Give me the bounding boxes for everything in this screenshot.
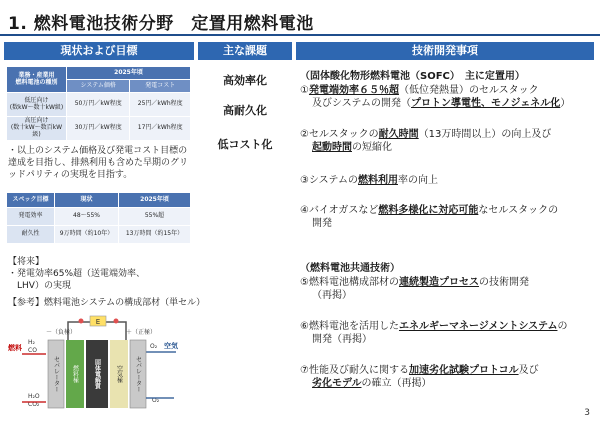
item-continuation xyxy=(300,377,594,390)
item-text: の確立（再掲） xyxy=(361,378,432,389)
cost-table-cost-header: 発電コスト xyxy=(130,80,191,93)
item-text: の技術開発 xyxy=(478,277,529,288)
common-tech-heading: （燃料電池共通技術） xyxy=(300,263,400,274)
item-text: ） xyxy=(560,98,571,109)
air-label: 空気 xyxy=(164,342,178,350)
item-text: ②セルスタックの xyxy=(300,129,379,140)
spec-table-header: 現状 xyxy=(55,193,119,208)
air-electrode-label: 空気極 xyxy=(115,365,123,383)
item-text: の xyxy=(557,321,568,332)
table-cell: 耐久性 xyxy=(7,226,55,244)
item-text: 及び xyxy=(518,365,539,376)
emphasis-text: 加速劣化試験プロトコル xyxy=(408,365,519,376)
tech-item-1 xyxy=(300,84,594,110)
table-row xyxy=(7,93,191,117)
minus-label: －（負極） xyxy=(46,329,77,336)
tech-item-3 xyxy=(300,174,594,187)
table-cell: 低圧向け (数kW～数十kW級) xyxy=(7,93,67,117)
issue-high-efficiency: 高効率化 xyxy=(223,74,267,87)
table-cell: 50万円／kW程度 xyxy=(67,93,130,117)
slide-title: 1. 燃料電池技術分野 定置用燃料電池 xyxy=(8,14,314,34)
table-cell: 発電効率 xyxy=(7,208,55,226)
tech-item-2 xyxy=(300,128,594,154)
emphasis-text: 連続製造プロセス xyxy=(398,277,479,288)
item-continuation: 開発（再掲） xyxy=(312,334,372,345)
goal-text: ・以上のシステム価格及び発電コスト目標の達成を目指し、排熱利用も含めた早期のグリッドパリティの実現を目指す。 xyxy=(8,146,189,180)
h2-inlet-label: H₂ xyxy=(28,339,35,346)
column-header-tech: 技術開発事項 xyxy=(296,42,594,60)
emphasis-text: 劣化モデル xyxy=(312,378,362,389)
tech-item-5 xyxy=(300,276,594,302)
table-cell: 48～55% xyxy=(55,208,119,226)
item-text: の短縮化 xyxy=(352,142,392,153)
h2o-outlet-label: H₂O xyxy=(28,393,40,400)
cost-target-table xyxy=(6,66,191,141)
title-rule xyxy=(0,34,600,36)
sofc-heading: （固体酸化物形燃料電池（SOFC） 主に定置用） xyxy=(300,71,525,82)
co2-outlet-label: CO₂ xyxy=(28,401,40,408)
fuel-label: 燃料 xyxy=(8,344,22,352)
spec-table-header: スペック目標 xyxy=(7,193,55,208)
item-number: ① xyxy=(300,85,309,96)
item-continuation: 開発 xyxy=(312,218,332,229)
table-row xyxy=(7,117,191,141)
page-number: 3 xyxy=(584,408,590,418)
emphasis-text: 起動時間 xyxy=(312,142,352,153)
item-text: ⑦性能及び耐久に関する xyxy=(300,365,409,376)
item-text: なセルスタックの xyxy=(478,205,559,216)
plus-label: ＋（正極） xyxy=(126,329,157,336)
item-text: （低位発熱量）のセルスタック xyxy=(398,85,539,96)
column-header-current: 現状および目標 xyxy=(4,42,194,60)
o2-outlet-label: O₂ xyxy=(152,397,160,404)
table-cell: 30万円／kW程度 xyxy=(67,117,130,141)
item-text: 率の向上 xyxy=(397,175,438,186)
separator-label-right: セパレーター xyxy=(134,356,142,392)
emphasis-text: 燃料利用 xyxy=(357,175,398,186)
cost-table-year-header: 2025年頃 xyxy=(67,67,191,80)
table-cell: 13万時間（約15年） xyxy=(119,226,191,244)
emphasis-text: 発電端効率６５％超 xyxy=(308,85,399,96)
emphasis-text: 耐久時間 xyxy=(378,129,419,140)
column-header-issues: 主な課題 xyxy=(198,42,292,60)
item-text: （13万時間以上）の向上及び xyxy=(418,129,552,140)
item-continuation xyxy=(300,141,594,154)
table-cell: 高圧向け (数十kW～数百kW級) xyxy=(7,117,67,141)
issue-low-cost: 低コスト化 xyxy=(217,138,273,151)
future-text: ・発電効率65%超（送電端効率、 LHV）の実現 xyxy=(8,269,146,291)
table-row xyxy=(7,208,191,226)
item-continuation: （再掲） xyxy=(312,290,352,301)
table-cell: 25円／kWh程度 xyxy=(130,93,191,117)
tech-item-7 xyxy=(300,364,594,390)
electron-icon xyxy=(114,319,119,324)
emphasis-text: プロトン導電性、モノジェネル化 xyxy=(411,98,561,109)
fuel-electrode-label: 燃料極 xyxy=(71,365,79,383)
item-text: ⑤燃料電池構成部材の xyxy=(300,277,399,288)
o2-inlet-label: O₂ xyxy=(150,343,158,350)
tech-item-4 xyxy=(300,204,594,230)
table-row xyxy=(7,226,191,244)
table-cell: 9万時間（約10年） xyxy=(55,226,119,244)
spec-table-header: 2025年頃 xyxy=(119,193,191,208)
spec-target-table xyxy=(6,192,191,244)
emphasis-text: 燃料多様化に対応可能 xyxy=(378,205,479,216)
item-text: 及びシステムの開発（ xyxy=(312,98,411,109)
co-inlet-label: CO xyxy=(28,347,37,354)
electron-icon xyxy=(79,319,84,324)
table-cell: 17円／kWh程度 xyxy=(130,117,191,141)
load-label: E xyxy=(95,318,101,326)
item-text: ⑥燃料電池を活用した xyxy=(300,321,399,332)
item-continuation xyxy=(300,97,594,110)
emphasis-text: エネルギーマネージメントシステム xyxy=(398,321,558,332)
fuel-cell-diagram xyxy=(6,310,186,418)
item-text: ③システムの xyxy=(300,175,358,186)
table-cell: 55%超 xyxy=(119,208,191,226)
cost-table-system-header: システム価格 xyxy=(67,80,130,93)
item-text: ④バイオガスなど xyxy=(300,205,379,216)
future-label: 【将来】 xyxy=(8,257,45,267)
reference-label: 【参考】燃料電池システムの構成部材（単セル） xyxy=(8,298,206,308)
issue-high-durability: 高耐久化 xyxy=(223,104,267,117)
tech-item-6 xyxy=(300,320,594,346)
separator-label-left: セパレーター xyxy=(52,356,60,392)
electrolyte-label: 固体電解質 xyxy=(93,359,101,389)
cost-table-type-header: 業務・産業用 燃料電池の種別 xyxy=(7,67,67,93)
